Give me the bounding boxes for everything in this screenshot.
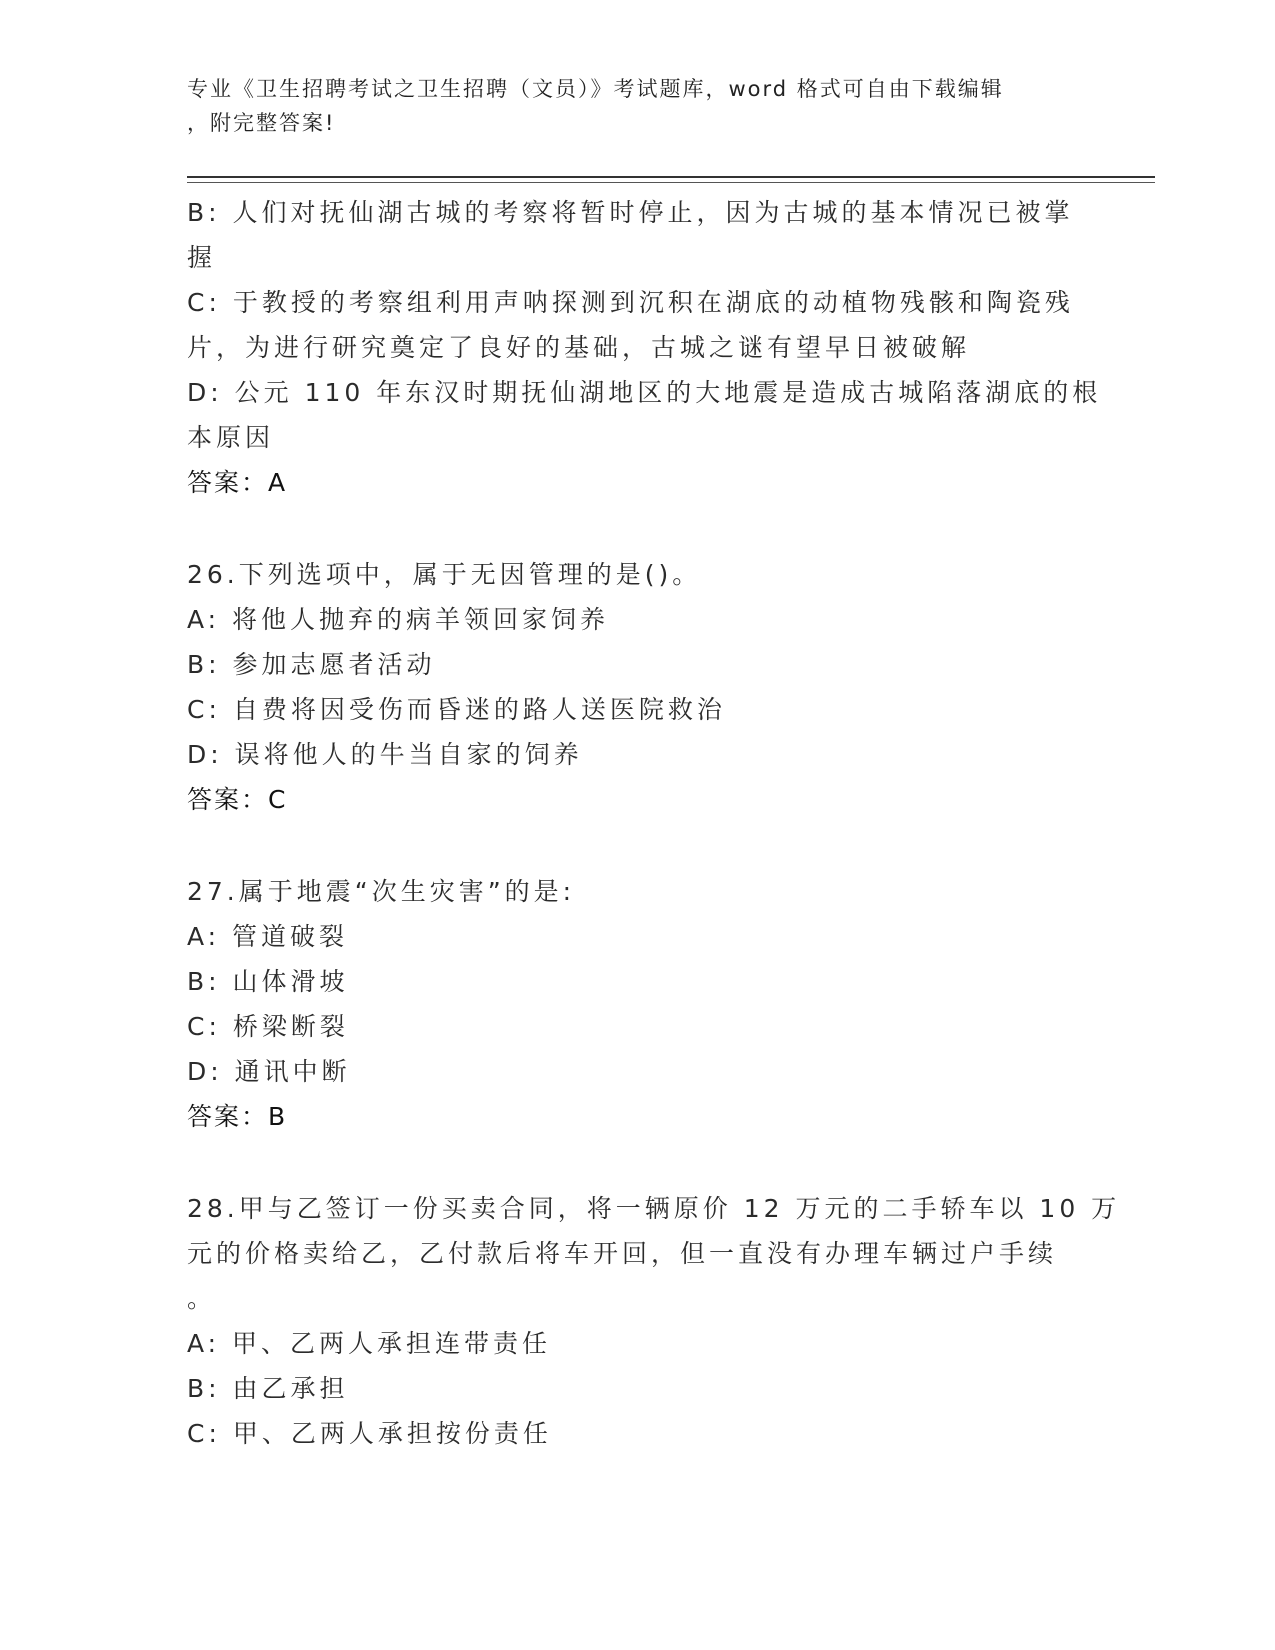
q25-option-b-line-2: 握: [187, 243, 217, 272]
spacer: [187, 505, 1087, 552]
q26-answer: 答案：C: [187, 785, 288, 814]
document-header: [187, 72, 1067, 140]
q27-option-a: A: 管道破裂: [187, 922, 349, 951]
q28-question-line-3: 。: [187, 1284, 217, 1313]
q26-option-b: B: 参加志愿者活动: [187, 650, 436, 679]
q27-question: 27.属于地震“次生灾害”的是:: [187, 877, 576, 906]
q27-option-b: B: 山体滑坡: [187, 967, 349, 996]
q25-option-b-line-1: B: 人们对抚仙湖古城的考察将暂时停止，因为古城的基本情况已被掌: [187, 198, 1074, 227]
question-27: [187, 869, 1087, 1139]
q27-option-c: C: 桥梁断裂: [187, 1012, 349, 1041]
q28-question-line-1: 28.甲与乙签订一份买卖合同，将一辆原价 12 万元的二手轿车以 10 万: [187, 1194, 1121, 1223]
q27-option-d: D: 通讯中断: [187, 1057, 351, 1086]
q28-option-b: B: 由乙承担: [187, 1374, 349, 1403]
spacer: [187, 822, 1087, 869]
q26-option-c: C: 自费将因受伤而昏迷的路人送医院救治: [187, 695, 726, 724]
header-divider-thick: [187, 176, 1155, 178]
question-28: [187, 1186, 1121, 1456]
header-title-line-1: 专业《卫生招聘考试之卫生招聘（文员）》考试题库，word 格式可自由下载编辑: [187, 77, 1004, 101]
header-title-line-2: ，附完整答案!: [187, 111, 336, 135]
q27-answer: 答案：B: [187, 1102, 288, 1131]
question-26: [187, 552, 1087, 822]
q25-option-d-line-2: 本原因: [187, 423, 275, 452]
q25-option-d-line-1: D: 公元 110 年东汉时期抚仙湖地区的大地震是造成古城陷落湖底的根: [187, 378, 1102, 407]
q25-option-c-line-1: C: 于教授的考察组利用声呐探测到沉积在湖底的动植物残骸和陶瓷残: [187, 288, 1074, 317]
spacer: [187, 1139, 1087, 1186]
header-divider-thin: [187, 182, 1155, 183]
question-25: [187, 190, 1102, 505]
q26-option-a: A: 将他人抛弃的病羊领回家饲养: [187, 605, 610, 634]
q25-option-c-line-2: 片，为进行研究奠定了良好的基础，古城之谜有望早日被破解: [187, 333, 971, 362]
question-content: [187, 190, 1121, 1456]
q26-option-d: D: 误将他人的牛当自家的饲养: [187, 740, 583, 769]
q28-option-c: C: 甲、乙两人承担按份责任: [187, 1419, 552, 1448]
q26-question: 26.下列选项中，属于无因管理的是()。: [187, 560, 702, 589]
q28-question-line-2: 元的价格卖给乙，乙付款后将车开回，但一直没有办理车辆过户手续: [187, 1239, 1058, 1268]
q28-option-a: A: 甲、乙两人承担连带责任: [187, 1329, 552, 1358]
q25-answer: 答案：A: [187, 468, 288, 497]
